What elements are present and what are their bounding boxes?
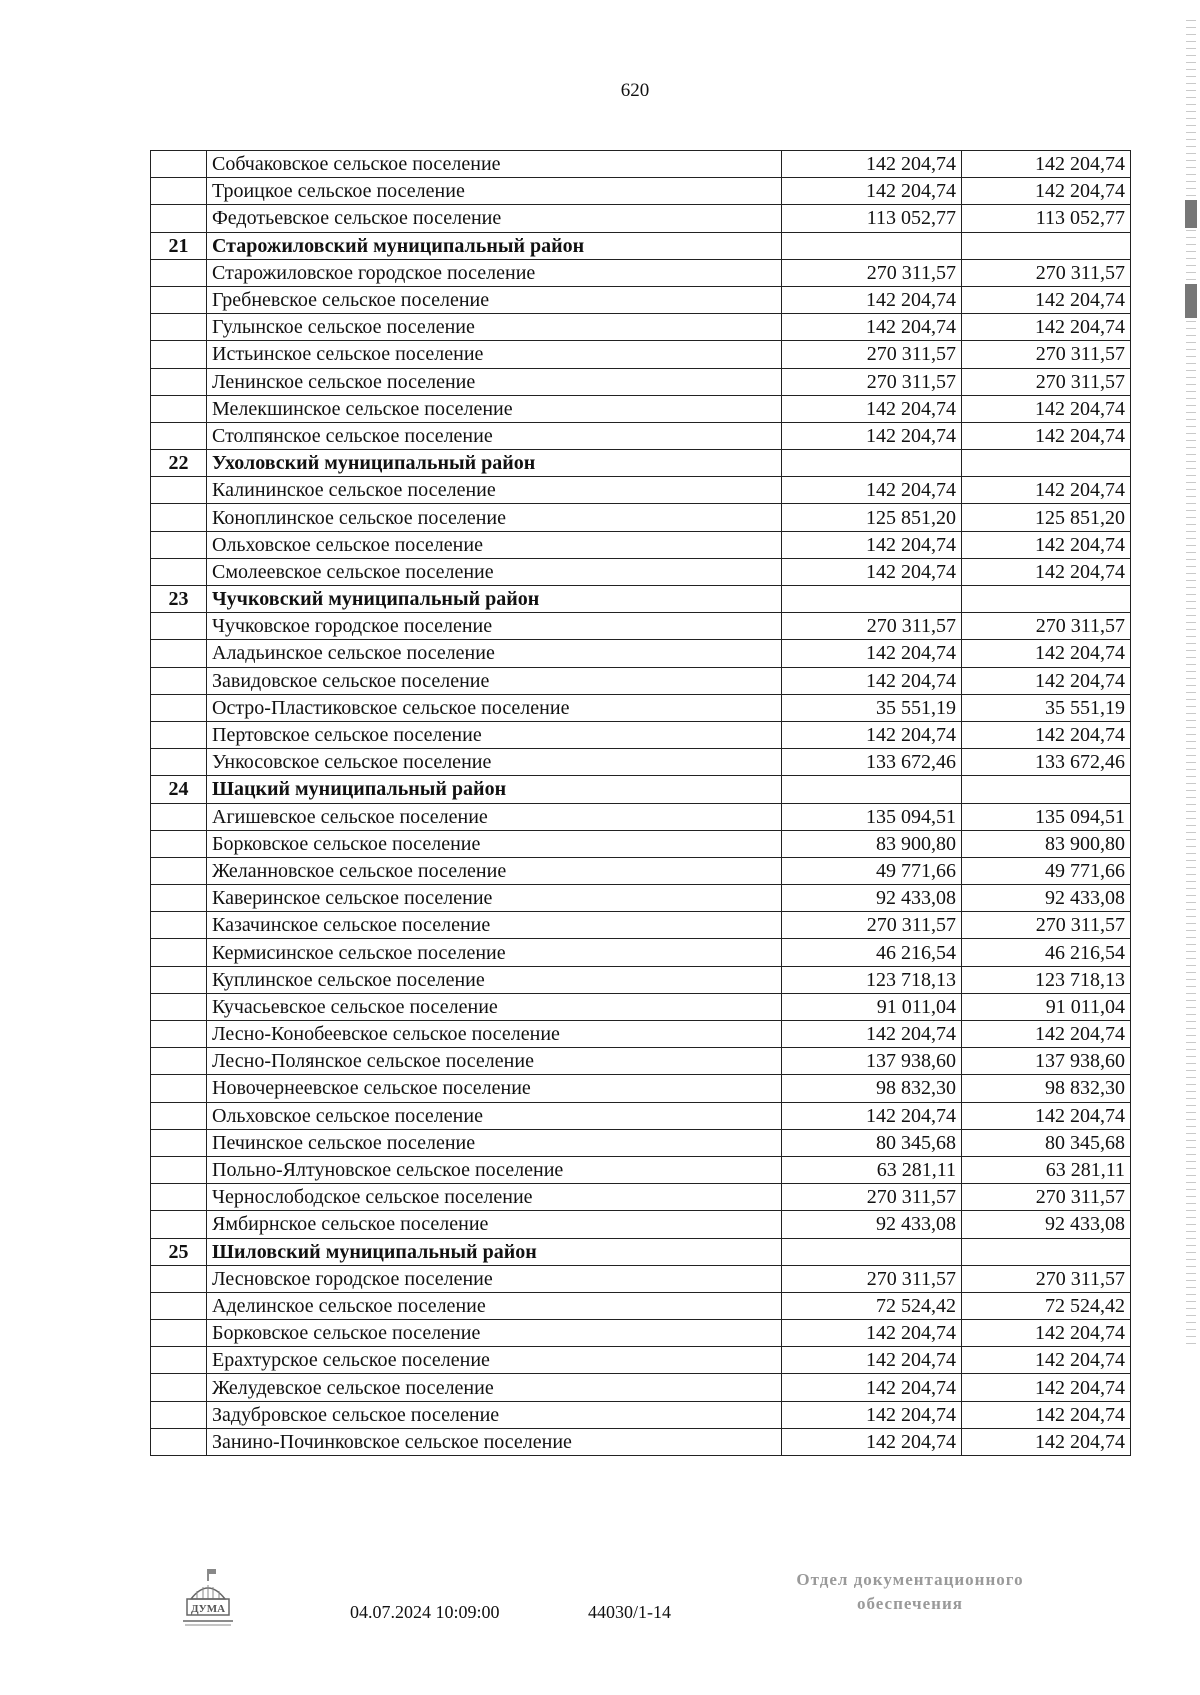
settlement-name-cell: Лесновское городское поселение	[207, 1265, 782, 1292]
settlement-name-cell: Занино-Починковское сельское поселение	[207, 1428, 782, 1455]
settlement-name-cell: Столпянское сельское поселение	[207, 422, 782, 449]
row-number-cell	[151, 422, 207, 449]
settlement-row	[151, 803, 1131, 830]
settlement-row	[151, 368, 1131, 395]
amount-cell-2: 270 311,57	[962, 341, 1131, 368]
settlement-row	[151, 286, 1131, 313]
amount-cell-2	[962, 1238, 1131, 1265]
settlement-row	[151, 830, 1131, 857]
settlement-name-cell: Задубровское сельское поселение	[207, 1401, 782, 1428]
amount-cell-1: 125 851,20	[782, 504, 962, 531]
amount-cell-2: 92 433,08	[962, 1211, 1131, 1238]
amount-cell-2: 142 204,74	[962, 558, 1131, 585]
row-number-cell	[151, 613, 207, 640]
row-number-cell	[151, 1401, 207, 1428]
row-number-cell	[151, 1021, 207, 1048]
footer-doc-number: 44030/1-14	[588, 1602, 671, 1622]
settlement-name-cell: Пертовское сельское поселение	[207, 721, 782, 748]
settlement-row	[151, 395, 1131, 422]
settlement-row	[151, 721, 1131, 748]
row-number-cell: 23	[151, 586, 207, 613]
settlement-name-cell: Желудевское сельское поселение	[207, 1374, 782, 1401]
settlement-name-cell: Борковское сельское поселение	[207, 1320, 782, 1347]
stamp-line-2: обеспечения	[857, 1594, 963, 1613]
row-number-cell: 25	[151, 1238, 207, 1265]
settlement-row	[151, 1184, 1131, 1211]
settlement-row	[151, 694, 1131, 721]
amount-cell-1: 92 433,08	[782, 885, 962, 912]
logo-text: ДУМА	[190, 1603, 226, 1615]
amount-cell-2: 270 311,57	[962, 1184, 1131, 1211]
amount-cell-2: 91 011,04	[962, 993, 1131, 1020]
settlement-name-cell: Агишевское сельское поселение	[207, 803, 782, 830]
row-number-cell	[151, 1265, 207, 1292]
amount-cell-2: 142 204,74	[962, 721, 1131, 748]
allocation-table-container	[150, 150, 1130, 1456]
district-row	[151, 450, 1131, 477]
settlement-row	[151, 1156, 1131, 1183]
amount-cell-1: 142 204,74	[782, 1021, 962, 1048]
amount-cell-1: 142 204,74	[782, 178, 962, 205]
amount-cell-2: 142 204,74	[962, 286, 1131, 313]
settlement-row	[151, 1021, 1131, 1048]
amount-cell-1: 142 204,74	[782, 286, 962, 313]
amount-cell-2: 72 524,42	[962, 1292, 1131, 1319]
amount-cell-1: 270 311,57	[782, 368, 962, 395]
amount-cell-1: 142 204,74	[782, 558, 962, 585]
amount-cell-2: 142 204,74	[962, 1021, 1131, 1048]
amount-cell-1: 135 094,51	[782, 803, 962, 830]
settlement-name-cell: Шиловский муниципальный район	[207, 1238, 782, 1265]
settlement-row	[151, 151, 1131, 178]
footer-datetime: 04.07.2024 10:09:00	[350, 1602, 500, 1622]
amount-cell-2: 142 204,74	[962, 314, 1131, 341]
row-number-cell	[151, 259, 207, 286]
amount-cell-2	[962, 232, 1131, 259]
row-number-cell	[151, 504, 207, 531]
amount-cell-2	[962, 450, 1131, 477]
amount-cell-2: 80 345,68	[962, 1129, 1131, 1156]
settlement-row	[151, 504, 1131, 531]
row-number-cell	[151, 966, 207, 993]
amount-cell-1	[782, 586, 962, 613]
amount-cell-1: 133 672,46	[782, 749, 962, 776]
amount-cell-1: 142 204,74	[782, 667, 962, 694]
settlement-row	[151, 613, 1131, 640]
amount-cell-1: 137 938,60	[782, 1048, 962, 1075]
settlement-row	[151, 1048, 1131, 1075]
amount-cell-2: 83 900,80	[962, 830, 1131, 857]
district-row	[151, 232, 1131, 259]
amount-cell-2: 142 204,74	[962, 477, 1131, 504]
amount-cell-2: 270 311,57	[962, 368, 1131, 395]
settlement-name-cell: Ерахтурское сельское поселение	[207, 1347, 782, 1374]
amount-cell-2: 142 204,74	[962, 1102, 1131, 1129]
row-number-cell	[151, 830, 207, 857]
settlement-name-cell: Федотьевское сельское поселение	[207, 205, 782, 232]
settlement-row	[151, 314, 1131, 341]
row-number-cell	[151, 1347, 207, 1374]
amount-cell-2: 123 718,13	[962, 966, 1131, 993]
settlement-row	[151, 667, 1131, 694]
amount-cell-1	[782, 450, 962, 477]
amount-cell-2: 98 832,30	[962, 1075, 1131, 1102]
settlement-row	[151, 1374, 1131, 1401]
settlement-name-cell: Ямбирнское сельское поселение	[207, 1211, 782, 1238]
amount-cell-2: 270 311,57	[962, 613, 1131, 640]
settlement-row	[151, 1075, 1131, 1102]
amount-cell-1: 142 204,74	[782, 422, 962, 449]
amount-cell-1: 91 011,04	[782, 993, 962, 1020]
settlement-row	[151, 477, 1131, 504]
row-number-cell	[151, 341, 207, 368]
row-number-cell: 22	[151, 450, 207, 477]
amount-cell-1: 270 311,57	[782, 259, 962, 286]
amount-cell-1: 142 204,74	[782, 640, 962, 667]
row-number-cell	[151, 640, 207, 667]
amount-cell-1: 270 311,57	[782, 912, 962, 939]
amount-cell-2: 133 672,46	[962, 749, 1131, 776]
district-row	[151, 1238, 1131, 1265]
row-number-cell	[151, 558, 207, 585]
row-number-cell	[151, 178, 207, 205]
settlement-name-cell: Аладьинское сельское поселение	[207, 640, 782, 667]
amount-cell-1: 142 204,74	[782, 1374, 962, 1401]
settlement-name-cell: Шацкий муниципальный район	[207, 776, 782, 803]
settlement-row	[151, 640, 1131, 667]
row-number-cell	[151, 1428, 207, 1455]
amount-cell-2: 142 204,74	[962, 1428, 1131, 1455]
row-number-cell	[151, 912, 207, 939]
settlement-name-cell: Кучасьевское сельское поселение	[207, 993, 782, 1020]
settlement-name-cell: Истьинское сельское поселение	[207, 341, 782, 368]
settlement-row	[151, 966, 1131, 993]
settlement-name-cell: Печинское сельское поселение	[207, 1129, 782, 1156]
settlement-row	[151, 1102, 1131, 1129]
settlement-name-cell: Ольховское сельское поселение	[207, 531, 782, 558]
settlement-name-cell: Гулынское сельское поселение	[207, 314, 782, 341]
settlement-name-cell: Ункосовское сельское поселение	[207, 749, 782, 776]
settlement-name-cell: Троицкое сельское поселение	[207, 178, 782, 205]
row-number-cell	[151, 1102, 207, 1129]
row-number-cell	[151, 1129, 207, 1156]
amount-cell-2: 46 216,54	[962, 939, 1131, 966]
district-row	[151, 586, 1131, 613]
row-number-cell	[151, 694, 207, 721]
amount-cell-1: 142 204,74	[782, 477, 962, 504]
settlement-name-cell: Чучковское городское поселение	[207, 613, 782, 640]
settlement-row	[151, 749, 1131, 776]
row-number-cell	[151, 749, 207, 776]
row-number-cell	[151, 151, 207, 178]
row-number-cell	[151, 1075, 207, 1102]
settlement-name-cell: Смолеевское сельское поселение	[207, 558, 782, 585]
amount-cell-1: 83 900,80	[782, 830, 962, 857]
settlement-row	[151, 939, 1131, 966]
amount-cell-1: 123 718,13	[782, 966, 962, 993]
settlement-row	[151, 259, 1131, 286]
amount-cell-2: 142 204,74	[962, 667, 1131, 694]
amount-cell-1: 142 204,74	[782, 1428, 962, 1455]
settlement-name-cell: Калининское сельское поселение	[207, 477, 782, 504]
settlement-name-cell: Ухоловский муниципальный район	[207, 450, 782, 477]
amount-cell-1: 142 204,74	[782, 1102, 962, 1129]
settlement-row	[151, 558, 1131, 585]
amount-cell-2: 142 204,74	[962, 178, 1131, 205]
amount-cell-1: 142 204,74	[782, 721, 962, 748]
row-number-cell	[151, 314, 207, 341]
row-number-cell	[151, 803, 207, 830]
settlement-name-cell: Лесно-Конобеевское сельское поселение	[207, 1021, 782, 1048]
row-number-cell	[151, 368, 207, 395]
amount-cell-1: 98 832,30	[782, 1075, 962, 1102]
amount-cell-1: 113 052,77	[782, 205, 962, 232]
amount-cell-2: 113 052,77	[962, 205, 1131, 232]
amount-cell-2: 270 311,57	[962, 912, 1131, 939]
amount-cell-2: 125 851,20	[962, 504, 1131, 531]
row-number-cell	[151, 286, 207, 313]
settlement-row	[151, 531, 1131, 558]
row-number-cell	[151, 667, 207, 694]
district-row	[151, 776, 1131, 803]
row-number-cell	[151, 1156, 207, 1183]
amount-cell-2: 63 281,11	[962, 1156, 1131, 1183]
amount-cell-2: 92 433,08	[962, 885, 1131, 912]
settlement-name-cell: Аделинское сельское поселение	[207, 1292, 782, 1319]
amount-cell-1	[782, 232, 962, 259]
settlement-row	[151, 1265, 1131, 1292]
amount-cell-2: 270 311,57	[962, 259, 1131, 286]
amount-cell-2: 270 311,57	[962, 1265, 1131, 1292]
settlement-name-cell: Кермисинское сельское поселение	[207, 939, 782, 966]
amount-cell-2: 142 204,74	[962, 1374, 1131, 1401]
settlement-row	[151, 1211, 1131, 1238]
settlement-row	[151, 1347, 1131, 1374]
settlement-name-cell: Лесно-Полянское сельское поселение	[207, 1048, 782, 1075]
amount-cell-1: 142 204,74	[782, 1347, 962, 1374]
amount-cell-1: 63 281,11	[782, 1156, 962, 1183]
amount-cell-2: 142 204,74	[962, 531, 1131, 558]
settlement-name-cell: Желанновское сельское поселение	[207, 857, 782, 884]
settlement-row	[151, 205, 1131, 232]
row-number-cell	[151, 939, 207, 966]
settlement-name-cell: Остро-Пластиковское сельское поселение	[207, 694, 782, 721]
amount-cell-1	[782, 776, 962, 803]
amount-cell-2: 142 204,74	[962, 640, 1131, 667]
settlement-name-cell: Борковское сельское поселение	[207, 830, 782, 857]
settlement-name-cell: Польно-Ялтуновское сельское поселение	[207, 1156, 782, 1183]
settlement-row	[151, 993, 1131, 1020]
amount-cell-2	[962, 776, 1131, 803]
amount-cell-1: 92 433,08	[782, 1211, 962, 1238]
amount-cell-2: 142 204,74	[962, 422, 1131, 449]
settlement-row	[151, 341, 1131, 368]
amount-cell-1: 142 204,74	[782, 1401, 962, 1428]
amount-cell-1: 270 311,57	[782, 1265, 962, 1292]
settlement-row	[151, 912, 1131, 939]
settlement-row	[151, 178, 1131, 205]
settlement-name-cell: Мелекшинское сельское поселение	[207, 395, 782, 422]
settlement-name-cell: Куплинское сельское поселение	[207, 966, 782, 993]
settlement-row	[151, 422, 1131, 449]
amount-cell-1: 142 204,74	[782, 1320, 962, 1347]
settlement-name-cell: Чучковский муниципальный район	[207, 586, 782, 613]
amount-cell-1: 270 311,57	[782, 613, 962, 640]
settlement-name-cell: Чернослободское сельское поселение	[207, 1184, 782, 1211]
settlement-row	[151, 857, 1131, 884]
settlement-row	[151, 885, 1131, 912]
row-number-cell	[151, 1184, 207, 1211]
amount-cell-1: 142 204,74	[782, 314, 962, 341]
settlement-row	[151, 1401, 1131, 1428]
settlement-name-cell: Каверинское сельское поселение	[207, 885, 782, 912]
settlement-name-cell: Старожиловское городское поселение	[207, 259, 782, 286]
amount-cell-2: 35 551,19	[962, 694, 1131, 721]
duma-logo-icon	[181, 1567, 235, 1629]
settlement-name-cell: Казачинское сельское поселение	[207, 912, 782, 939]
settlement-name-cell: Ленинское сельское поселение	[207, 368, 782, 395]
row-number-cell	[151, 1211, 207, 1238]
row-number-cell	[151, 395, 207, 422]
stamp-line-1: Отдел документационного	[796, 1570, 1024, 1589]
settlement-row	[151, 1292, 1131, 1319]
amount-cell-2: 137 938,60	[962, 1048, 1131, 1075]
settlement-name-cell: Ольховское сельское поселение	[207, 1102, 782, 1129]
amount-cell-1: 72 524,42	[782, 1292, 962, 1319]
amount-cell-1	[782, 1238, 962, 1265]
amount-cell-1: 270 311,57	[782, 1184, 962, 1211]
allocation-table-body	[151, 151, 1131, 1456]
settlement-name-cell: Новочернеевское сельское поселение	[207, 1075, 782, 1102]
amount-cell-1: 142 204,74	[782, 151, 962, 178]
row-number-cell	[151, 1048, 207, 1075]
amount-cell-2: 142 204,74	[962, 1347, 1131, 1374]
row-number-cell: 24	[151, 776, 207, 803]
amount-cell-2: 142 204,74	[962, 1401, 1131, 1428]
row-number-cell	[151, 1374, 207, 1401]
amount-cell-1: 49 771,66	[782, 857, 962, 884]
department-stamp	[760, 1568, 1060, 1616]
settlement-name-cell: Собчаковское сельское поселение	[207, 151, 782, 178]
row-number-cell	[151, 477, 207, 504]
scan-edge-mark	[1185, 284, 1197, 318]
settlement-name-cell: Гребневское сельское поселение	[207, 286, 782, 313]
row-number-cell	[151, 205, 207, 232]
amount-cell-1: 35 551,19	[782, 694, 962, 721]
amount-cell-2	[962, 586, 1131, 613]
page-number: 620	[620, 80, 650, 101]
amount-cell-1: 142 204,74	[782, 395, 962, 422]
settlement-name-cell: Завидовское сельское поселение	[207, 667, 782, 694]
scan-edge-mark	[1185, 200, 1197, 228]
row-number-cell	[151, 885, 207, 912]
amount-cell-1: 270 311,57	[782, 341, 962, 368]
allocation-table	[150, 150, 1131, 1456]
amount-cell-1: 142 204,74	[782, 531, 962, 558]
row-number-cell	[151, 721, 207, 748]
row-number-cell	[151, 531, 207, 558]
row-number-cell	[151, 1292, 207, 1319]
amount-cell-2: 49 771,66	[962, 857, 1131, 884]
row-number-cell	[151, 1320, 207, 1347]
amount-cell-2: 135 094,51	[962, 803, 1131, 830]
amount-cell-1: 80 345,68	[782, 1129, 962, 1156]
row-number-cell: 21	[151, 232, 207, 259]
settlement-name-cell: Коноплинское сельское поселение	[207, 504, 782, 531]
settlement-row	[151, 1320, 1131, 1347]
amount-cell-2: 142 204,74	[962, 1320, 1131, 1347]
settlement-row	[151, 1428, 1131, 1455]
settlement-row	[151, 1129, 1131, 1156]
row-number-cell	[151, 993, 207, 1020]
amount-cell-1: 46 216,54	[782, 939, 962, 966]
settlement-name-cell: Старожиловский муниципальный район	[207, 232, 782, 259]
amount-cell-2: 142 204,74	[962, 395, 1131, 422]
row-number-cell	[151, 857, 207, 884]
amount-cell-2: 142 204,74	[962, 151, 1131, 178]
